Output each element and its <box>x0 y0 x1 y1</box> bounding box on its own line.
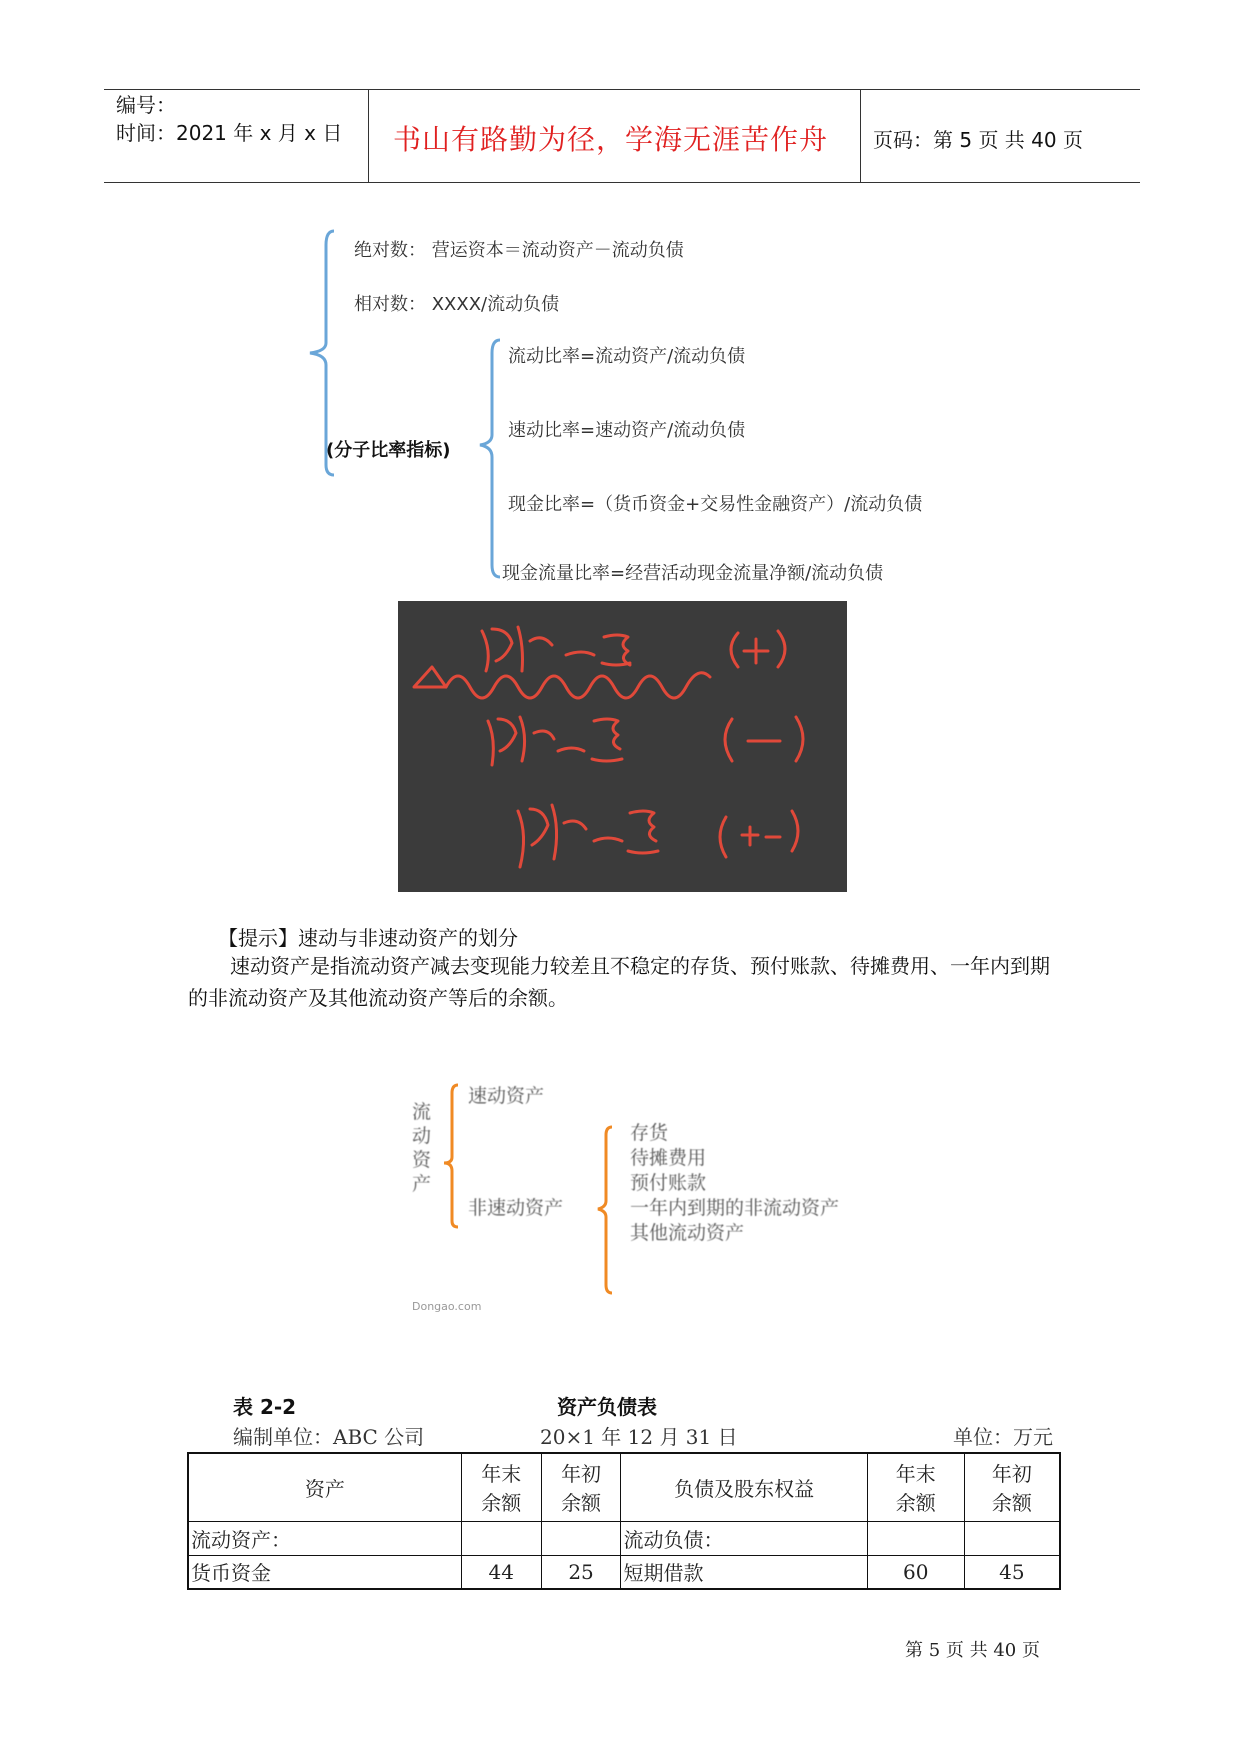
table-row <box>188 1521 1060 1555</box>
chalkboard-image <box>398 601 847 892</box>
tip-title: 【提示】速动与非速动资产的划分 <box>218 926 518 950</box>
header-liab-year-begin <box>964 1453 1060 1521</box>
balance-sheet-table <box>187 1452 1061 1590</box>
header-liab-year-begin-line2: 余额 <box>991 1491 1032 1516</box>
header-year-end-line1: 年末 <box>481 1462 522 1487</box>
page-footer: 第 5 页 共 40 页 <box>905 1640 1040 1661</box>
table-header-row <box>188 1453 1060 1521</box>
current-assets-char: 产 <box>412 1173 432 1195</box>
header-liab-year-begin-line1: 年初 <box>991 1462 1032 1487</box>
header-year-begin-line1: 年初 <box>561 1462 602 1487</box>
handwriting-strokes <box>398 601 847 892</box>
header-top-rule <box>104 89 1140 90</box>
header-year-end <box>461 1453 541 1521</box>
header-liab-year-end <box>867 1453 964 1521</box>
current-assets-char: 流 <box>412 1101 432 1123</box>
absolute-number-text: 绝对数： 营运资本＝流动资产－流动负债 <box>354 240 684 261</box>
asset-item-noncurrent-due: 一年内到期的非流动资产 <box>630 1197 840 1219</box>
left-brace <box>444 1085 458 1227</box>
header-divider-right <box>860 89 861 182</box>
table-cell <box>541 1521 621 1555</box>
table-cell: 货币资金 <box>188 1555 461 1589</box>
header-divider-left <box>368 89 369 182</box>
asset-item-other-current: 其他流动资产 <box>630 1222 745 1244</box>
table-cell <box>461 1521 541 1555</box>
header-motto: 书山有路勤为径，学海无涯苦作舟 <box>393 123 829 156</box>
header-year-begin <box>541 1453 621 1521</box>
table-cell <box>964 1521 1060 1555</box>
current-assets-label <box>412 1100 436 1196</box>
asset-split-brace-diagram <box>430 1075 630 1295</box>
header-number-label: 编号： <box>116 93 176 117</box>
header-bottom-rule <box>104 182 1140 183</box>
table-date: 20×1 年 12 月 31 日 <box>540 1425 738 1449</box>
quick-ratio-text: 速动比率=速动资产/流动负债 <box>508 420 746 441</box>
header-year-end-line2: 余额 <box>481 1491 522 1516</box>
watermark-text: Dongao.com <box>412 1300 482 1313</box>
table-cell: 45 <box>964 1555 1060 1589</box>
table-unit-right: 单位：万元 <box>953 1425 1053 1449</box>
header-liabilities: 负债及股东权益 <box>621 1453 867 1521</box>
header-liab-year-end-line2: 余额 <box>895 1491 936 1516</box>
inner-brace <box>480 340 500 577</box>
table-row <box>188 1555 1060 1589</box>
asset-item-inventory: 存货 <box>630 1122 669 1144</box>
table-cell: 短期借款 <box>621 1555 867 1589</box>
table-title: 资产负债表 <box>557 1395 657 1419</box>
current-ratio-text: 流动比率=流动资产/流动负债 <box>508 346 746 367</box>
table-cell: 60 <box>867 1555 964 1589</box>
table-cell: 流动负债： <box>621 1521 867 1555</box>
asset-item-advance-payment: 预付账款 <box>630 1172 707 1194</box>
table-unit-left: 编制单位：ABC 公司 <box>233 1425 425 1449</box>
table-cell: 25 <box>541 1555 621 1589</box>
header-time-label: 时间：2021 年 x 月 x 日 <box>116 121 343 145</box>
cash-ratio-text: 现金比率=（货币资金+交易性金融资产）/流动负债 <box>508 494 923 515</box>
ratio-group-label: (分子比率指标) <box>326 440 451 461</box>
tip-body: 速动资产是指流动资产减去变现能力较差且不稳定的存货、预付账款、待摊费用、一年内到期的非流动资产及其他流动资产等后的余额。 <box>188 954 1050 1010</box>
cash-flow-ratio-text: 现金流量比率=经营活动现金流量净额/流动负债 <box>502 563 884 584</box>
table-cell <box>867 1521 964 1555</box>
relative-number-text: 相对数： XXXX/流动负债 <box>354 294 560 315</box>
current-assets-char: 资 <box>412 1149 432 1171</box>
table-number: 表 2-2 <box>233 1395 297 1419</box>
right-brace <box>598 1127 612 1293</box>
quick-assets-label: 速动资产 <box>468 1085 545 1107</box>
asset-item-prepaid-expense: 待摊费用 <box>630 1147 707 1169</box>
header-page-label: 页码：第 5 页 共 40 页 <box>873 128 1083 152</box>
header-year-begin-line2: 余额 <box>561 1491 602 1516</box>
ratio-brace-diagram <box>300 225 530 595</box>
table-cell: 44 <box>461 1555 541 1589</box>
header-liab-year-end-line1: 年末 <box>895 1462 936 1487</box>
header-asset: 资产 <box>188 1453 461 1521</box>
current-assets-char: 动 <box>412 1125 432 1147</box>
table-cell: 流动资产： <box>188 1521 461 1555</box>
non-quick-assets-label: 非速动资产 <box>468 1197 564 1219</box>
